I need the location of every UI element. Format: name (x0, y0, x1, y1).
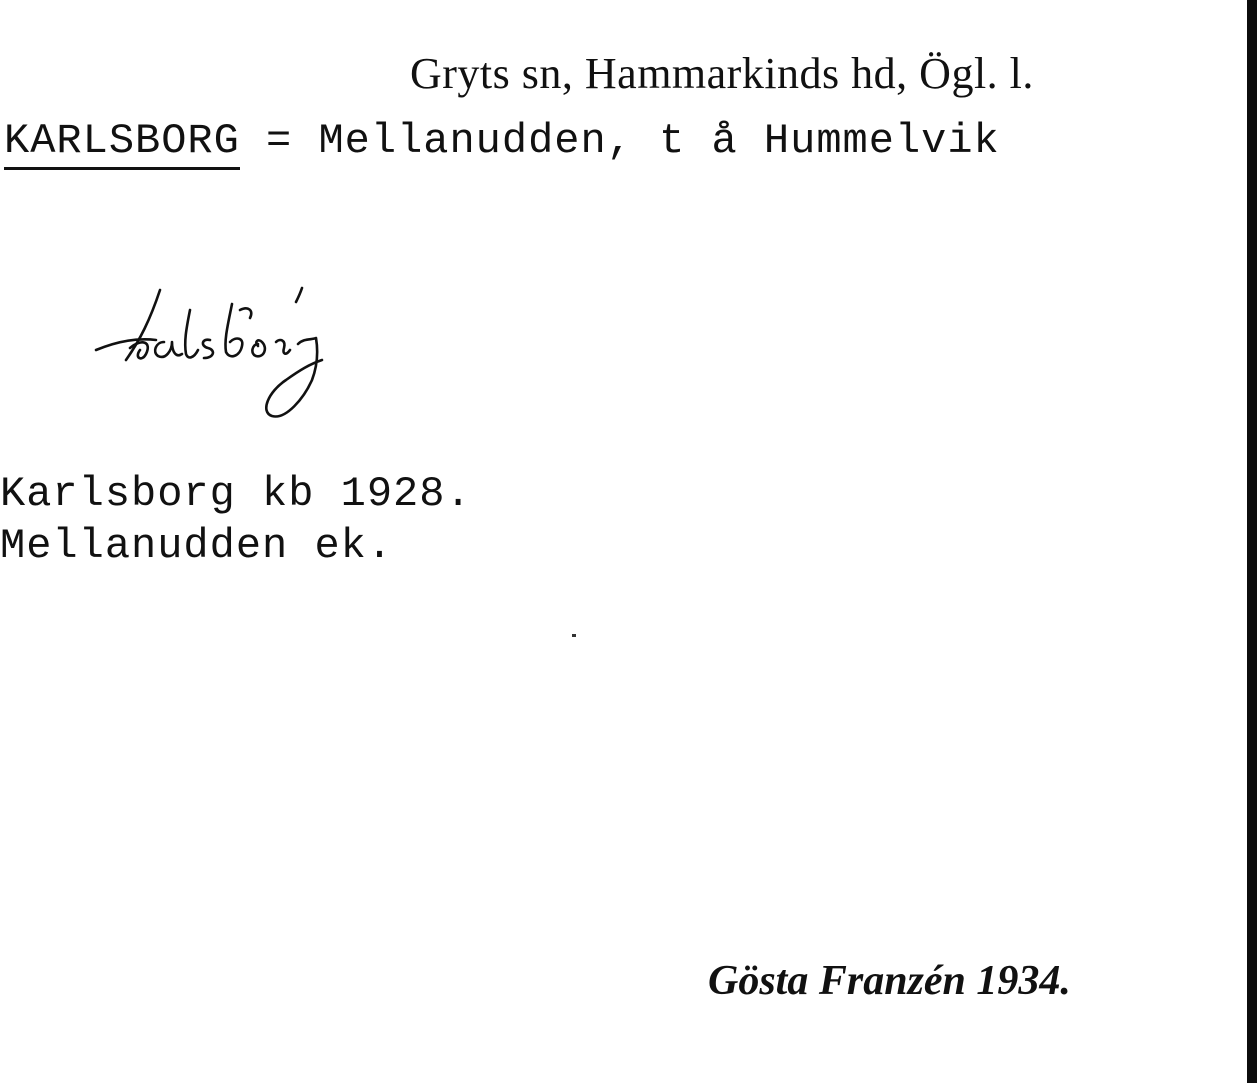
record-line: Mellanudden ek. (0, 522, 394, 570)
author-signature-line: Gösta Franzén 1934. (708, 958, 1071, 1004)
place-name: KARLSBORG (4, 117, 240, 170)
record-line: Karlsborg kb 1928. (0, 470, 472, 518)
place-variant: = Mellanudden, t å Hummelvik (239, 117, 1000, 165)
location-line: Gryts sn, Hammarkinds hd, Ögl. l. (410, 49, 1034, 98)
card-edge (1247, 0, 1257, 1083)
records-block (0, 468, 472, 572)
paper-speck (572, 634, 576, 637)
handwritten-signature (90, 280, 430, 430)
title-line (4, 117, 1000, 165)
